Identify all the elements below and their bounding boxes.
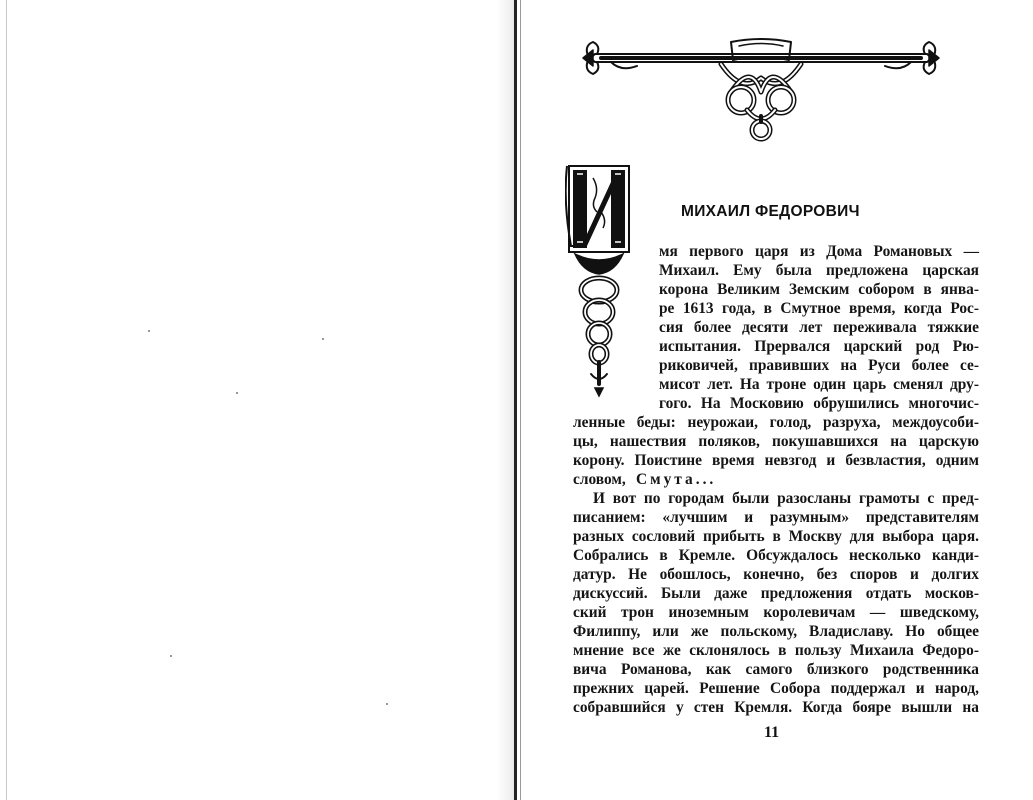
celtic-knot-headpiece-ornament — [581, 32, 941, 144]
page-edge-line — [6, 0, 7, 800]
book-gutter — [514, 0, 517, 800]
body-text-line: Филиппу, или же польскому, Владиславу. Но общее — [573, 623, 979, 640]
body-text-line: корона Великим Земским собором в янва- — [659, 281, 979, 298]
body-text-line: мнение все же склонялось в пользу Михаила Федоро- — [573, 642, 979, 659]
body-text-line: сия более десяти лет переживала тяжкие — [659, 319, 979, 336]
paper-speck — [236, 392, 238, 394]
decorative-drop-cap — [565, 162, 633, 400]
paper-speck — [148, 330, 150, 332]
body-text-line: И вот по городам были разосланы грамоты с пред- — [593, 490, 979, 507]
body-text-line: гого. На Московию обрушились многочис- — [659, 395, 979, 412]
body-text-line: Собрались в Кремле. Обсуждалось несколько канди- — [573, 547, 979, 564]
paper-speck — [322, 338, 324, 340]
body-text-line: разных сословий прибыть в Москву для выбора царя. — [573, 528, 979, 545]
body-text-line: вича Романова, как самого близкого родственника — [573, 661, 979, 678]
body-text-line: ре 1613 года, в Смутное время, когда Рос- — [659, 300, 979, 317]
left-page-blank — [0, 0, 512, 800]
body-text-line: цы, нашествия поляков, покушавшихся на царскую — [573, 433, 979, 450]
body-text-line: Михаил. Ему была предложена царская — [659, 262, 979, 279]
body-text-line: корону. Поистине время невзгод и безвластия, одним — [573, 452, 979, 469]
body-text-line: ленные беды: неурожаи, голод, разруха, междоусоби- — [573, 414, 979, 431]
body-text-line: прежних царей. Решение Собора поддержал и народ, — [573, 680, 979, 697]
body-text-line: мисот лет. На троне один царь сменял дру- — [659, 376, 979, 393]
paper-speck — [386, 703, 388, 705]
paper-speck — [170, 655, 172, 657]
page-number: 11 — [764, 724, 780, 741]
body-text-line: испытания. Прервался царский род Рю- — [659, 338, 979, 355]
body-text-line: риковичей, правивших на Руси более се- — [659, 357, 979, 374]
body-text-line: словом, — [573, 471, 626, 488]
body-text-line: дискуссий. Были даже предложения отдать москов- — [573, 585, 979, 602]
body-text-line: мя первого царя из Дома Романовых — — [659, 243, 979, 260]
chapter-title: МИХАИЛ ФЕДОРОВИЧ — [681, 203, 860, 220]
body-text-line: датур. Не обошлось, конечно, без споров и долгих — [573, 566, 979, 583]
body-text-line: писанием: «лучшим и разумным» представителям — [573, 509, 979, 526]
right-page — [521, 0, 1033, 800]
body-text-line: собравшийся у стен Кремля. Когда бояре вышли на — [573, 699, 979, 716]
body-text-line: ский трон иноземным королевичам — шведскому, — [573, 604, 979, 621]
gutter-shadow — [496, 0, 516, 800]
body-text-line-spaced: Смута... — [636, 471, 717, 488]
